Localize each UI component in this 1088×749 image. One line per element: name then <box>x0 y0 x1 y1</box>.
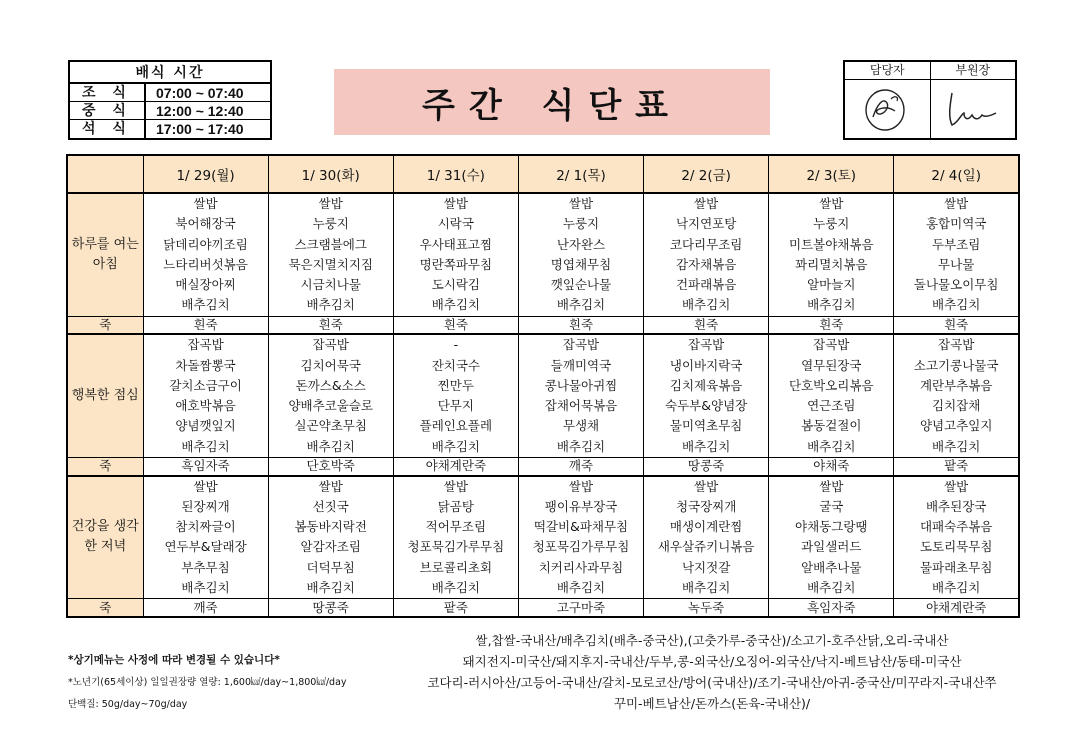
menu-item: 갈치소금구이 <box>169 377 242 393</box>
menu-item: 배추김치 <box>306 438 355 454</box>
serving-time-label: 조 식 <box>70 84 146 101</box>
menu-cell <box>894 334 1019 457</box>
menu-item: 감자채볶음 <box>675 256 737 272</box>
menu-item: 잡곡밥 <box>312 337 349 353</box>
menu-item: 야채동그랑땡 <box>795 519 868 535</box>
porridge-item: 땅콩죽 <box>644 458 769 476</box>
serving-time-value: 17:00 ~ 17:40 <box>156 121 244 137</box>
menu-item: 돌나물오이무침 <box>913 277 999 293</box>
serving-time-value: 12:00 ~ 12:40 <box>156 103 244 119</box>
menu-item: 단호박오리볶음 <box>789 377 874 393</box>
meal-label: 건강을 생각한 저녁 <box>67 476 143 599</box>
menu-item: 봄동겉절이 <box>801 418 862 434</box>
porridge-item: 고구마죽 <box>518 599 643 617</box>
origin-line: 꾸미-베트남산/돈까스(돈육-국내산)/ <box>613 696 811 711</box>
meal-label: 하루를 여는 아침 <box>67 193 143 316</box>
approval-deputy <box>930 62 1016 138</box>
menu-item: 배추김치 <box>431 297 480 313</box>
menu-cell <box>518 476 643 599</box>
menu-item: 닭곰탕 <box>437 498 474 514</box>
menu-item: 배추김치 <box>932 438 981 454</box>
menu-item: 무생채 <box>562 418 600 434</box>
menu-item: 쌀밥 <box>193 196 218 211</box>
menu-item: 누룽지 <box>813 216 850 232</box>
menu-item: 스크램블에그 <box>294 236 367 252</box>
porridge-item: 흰죽 <box>769 316 894 334</box>
menu-item: 누룽지 <box>562 216 600 232</box>
menu-item: 쌀밥 <box>944 478 969 494</box>
menu-cell <box>393 476 518 599</box>
menu-item: 치커리사과무침 <box>538 559 624 575</box>
menu-cell <box>268 334 393 457</box>
menu-item: 참치짜글이 <box>175 519 236 535</box>
day-header: 1/ 29(월) <box>143 155 268 193</box>
porridge-item: 흰죽 <box>268 316 393 334</box>
menu-item: 낙지연포탕 <box>675 216 737 232</box>
porridge-item: 녹두죽 <box>644 599 769 617</box>
menu-item: 브로콜리초회 <box>419 559 493 575</box>
menu-item: 배추김치 <box>181 297 230 313</box>
serving-time-label: 석 식 <box>70 120 146 138</box>
porridge-item: 팥죽 <box>894 458 1019 476</box>
menu-item: 도시락김 <box>431 277 480 293</box>
table-header-row <box>67 155 1019 193</box>
menu-cell <box>268 476 393 599</box>
menu-item: 닭데리야끼조림 <box>163 236 248 252</box>
protein-note: 단백질: 50g/day~70g/day <box>68 699 188 710</box>
menu-cell <box>894 193 1019 316</box>
menu-cell <box>769 476 894 599</box>
menu-item: 코다리무조림 <box>669 236 743 252</box>
menu-cell <box>644 334 769 457</box>
menu-item: 배추김치 <box>807 580 856 596</box>
menu-item: 배추김치 <box>306 580 355 596</box>
menu-item: 선짓국 <box>312 498 349 514</box>
deputy-signature <box>931 80 1016 138</box>
menu-item: 연두부&달래장 <box>164 539 247 555</box>
meal-row-dinner <box>67 476 1019 599</box>
serving-time-title: 배식 시간 <box>70 62 270 84</box>
menu-cell <box>143 476 268 599</box>
origin-line: 쌀,찹쌀-국내산/배추김치(배추-중국산),(고춧가루-중국산)/소고기-호주산닭,오리-국내산 <box>475 633 949 648</box>
porridge-label: 죽 <box>67 316 143 334</box>
menu-item: 알마늘지 <box>807 277 856 293</box>
menu-item: 알배추나물 <box>801 559 862 575</box>
header-corner <box>67 155 143 193</box>
menu-item: 배추김치 <box>807 438 856 454</box>
menu-cell <box>769 193 894 316</box>
menu-item: 돈까스&소스 <box>295 377 366 393</box>
menu-cell <box>894 476 1019 599</box>
menu-item: 쌀밥 <box>694 478 719 494</box>
menu-item: 배추김치 <box>681 297 731 313</box>
page-title: 주간 식단표 <box>421 85 683 126</box>
menu-item: 우사태표고찜 <box>419 236 493 252</box>
menu-item: 쌀밥 <box>944 196 969 211</box>
menu-item: 잡곡밥 <box>187 337 224 353</box>
menu-item: 배추된장국 <box>925 498 987 514</box>
menu-item: 물미역초무침 <box>669 418 743 434</box>
menu-item: 계란부추볶음 <box>919 377 993 393</box>
serving-time-row-lunch <box>70 102 270 120</box>
menu-item: 더덕무침 <box>306 559 355 575</box>
menu-item: 물파래초무침 <box>919 559 993 575</box>
menu-item: 잡곡밥 <box>562 337 600 353</box>
menu-item: 청국장찌개 <box>675 498 737 514</box>
menu-item: 매실장아찌 <box>175 277 236 293</box>
menu-item: 대패숙주볶음 <box>919 519 993 535</box>
menu-item: 도토리묵무침 <box>919 539 993 555</box>
porridge-item: 야채계란죽 <box>894 599 1019 617</box>
menu-item: - <box>453 337 459 353</box>
menu-cell <box>644 193 769 316</box>
porridge-item: 땅콩죽 <box>268 599 393 617</box>
menu-item: 새우살쥬키니볶음 <box>657 539 755 555</box>
day-header: 2/ 1(목) <box>518 155 643 193</box>
menu-item: 두부조림 <box>932 236 981 252</box>
meal-row-lunch <box>67 334 1019 457</box>
menu-item: 쌀밥 <box>694 196 719 211</box>
porridge-row-breakfast <box>67 316 1019 334</box>
menu-item: 청포묵김가루무침 <box>407 539 505 555</box>
menu-item: 홍합미역국 <box>925 216 987 232</box>
meal-label: 행복한 점심 <box>67 334 143 457</box>
menu-item: 청포묵김가루무침 <box>532 539 630 555</box>
menu-item: 김치잡채 <box>932 398 981 414</box>
menu-item: 낙지젓갈 <box>681 559 731 575</box>
day-header: 2/ 4(일) <box>894 155 1019 193</box>
menu-item: 느타리버섯볶음 <box>163 256 248 272</box>
menu-item: 팽이유부장국 <box>544 498 618 514</box>
title-banner <box>334 69 770 135</box>
menu-item: 배추김치 <box>556 580 606 596</box>
weekly-menu-table <box>66 154 1020 618</box>
day-header: 1/ 31(수) <box>393 155 518 193</box>
porridge-item: 흰죽 <box>143 316 268 334</box>
menu-item: 알감자조림 <box>300 539 361 555</box>
menu-item: 매생이계란찜 <box>669 519 743 535</box>
serving-time-row-breakfast <box>70 84 270 102</box>
menu-item: 배추김치 <box>932 580 981 596</box>
serving-time-label: 중 식 <box>70 102 146 119</box>
calorie-note: *노년기(65세이상) 일일권장량 열량: 1,600㎉/day~1,800㎉/day <box>68 677 347 688</box>
approval-manager <box>845 62 930 138</box>
menu-item: 애호박볶음 <box>175 398 236 414</box>
menu-item: 쌀밥 <box>318 196 343 211</box>
menu-item: 봄동바지락전 <box>294 519 367 535</box>
porridge-item: 깨죽 <box>518 458 643 476</box>
menu-cell <box>518 193 643 316</box>
menu-cell <box>518 334 643 457</box>
menu-item: 시락국 <box>437 216 474 232</box>
menu-item: 무나물 <box>938 256 975 272</box>
menu-cell <box>143 334 268 457</box>
menu-item: 들깨미역국 <box>550 357 612 373</box>
serving-time-box <box>68 60 272 140</box>
porridge-item: 흑임자죽 <box>769 599 894 617</box>
menu-cell <box>268 193 393 316</box>
porridge-item: 흰죽 <box>644 316 769 334</box>
day-header: 2/ 2(금) <box>644 155 769 193</box>
approval-manager-label: 담당자 <box>845 62 930 80</box>
menu-item: 배추김치 <box>306 297 355 313</box>
menu-item: 떡갈비&파채무침 <box>533 519 629 535</box>
menu-item: 누룽지 <box>312 216 349 232</box>
menu-item: 꽈리멸치볶음 <box>795 256 868 272</box>
menu-cell <box>143 193 268 316</box>
menu-item: 쌀밥 <box>443 196 468 211</box>
menu-item: 배추김치 <box>556 438 606 454</box>
menu-item: 쌀밥 <box>568 196 594 211</box>
menu-item: 실곤약초무침 <box>294 418 367 434</box>
porridge-item: 흑임자죽 <box>143 458 268 476</box>
porridge-item: 흰죽 <box>393 316 518 334</box>
menu-item: 배추김치 <box>431 580 480 596</box>
porridge-item: 흰죽 <box>518 316 643 334</box>
menu-item: 김치제육볶음 <box>669 377 743 393</box>
meal-row-breakfast <box>67 193 1019 316</box>
menu-item: 과일샐러드 <box>801 539 862 555</box>
menu-item: 시금치나물 <box>300 277 361 293</box>
menu-item: 김치어묵국 <box>300 357 361 373</box>
porridge-label: 죽 <box>67 599 143 617</box>
menu-item: 양념깻잎지 <box>175 418 236 434</box>
manager-signature <box>845 80 930 138</box>
menu-item: 쌀밥 <box>819 478 844 494</box>
menu-cell <box>644 476 769 599</box>
porridge-item: 팥죽 <box>393 599 518 617</box>
menu-item: 잡곡밥 <box>813 337 850 353</box>
menu-item: 된장찌개 <box>181 498 230 514</box>
menu-item: 쌀밥 <box>443 478 468 494</box>
signature-icon <box>938 83 1008 135</box>
menu-item: 소고기콩나물국 <box>913 357 999 373</box>
menu-item: 배추김치 <box>181 438 230 454</box>
menu-item: 숙두부&양념장 <box>665 398 748 414</box>
menu-item: 양배추코울슬로 <box>288 398 373 414</box>
porridge-label: 죽 <box>67 458 143 476</box>
menu-item: 단무지 <box>437 398 474 414</box>
menu-item: 명란쪽파무침 <box>419 256 493 272</box>
menu-item: 잡곡밥 <box>938 337 975 353</box>
menu-item: 난자완스 <box>556 236 606 252</box>
menu-item: 명엽채무침 <box>550 256 612 272</box>
menu-item: 배추김치 <box>932 297 981 313</box>
menu-item: 쌀밥 <box>318 478 343 494</box>
serving-time-row-dinner <box>70 120 270 138</box>
menu-item: 건파래볶음 <box>675 277 737 293</box>
menu-item: 굴국 <box>819 498 844 514</box>
menu-item: 잔치국수 <box>431 357 480 373</box>
menu-item: 북어해장국 <box>175 216 236 232</box>
menu-item: 부추무침 <box>181 559 230 575</box>
change-notice: *상기메뉴는 사정에 따라 변경될 수 있습니다* <box>68 654 280 666</box>
menu-item: 양념고추잎지 <box>919 418 993 434</box>
serving-time-value: 07:00 ~ 07:40 <box>156 85 244 101</box>
menu-item: 배추김치 <box>181 580 230 596</box>
origin-line: 코다리-러시아산/고등어-국내산/갈치-모로코산/방어(국내산)/조기-국내산/아귀-중국산/미꾸라지-국내산쭈 <box>427 675 997 690</box>
menu-cell <box>393 193 518 316</box>
menu-item: 배추김치 <box>681 580 731 596</box>
menu-item: 쌀밥 <box>819 196 844 211</box>
menu-item: 차돌짬뽕국 <box>175 357 236 373</box>
menu-item: 잡채어묵볶음 <box>544 398 618 414</box>
porridge-item: 단호박죽 <box>268 458 393 476</box>
menu-item: 연근조림 <box>807 398 856 414</box>
signature-icon <box>857 83 917 135</box>
menu-item: 냉이바지락국 <box>669 357 743 373</box>
day-header: 2/ 3(토) <box>769 155 894 193</box>
day-header: 1/ 30(화) <box>268 155 393 193</box>
origin-info <box>392 630 1032 714</box>
porridge-row-dinner <box>67 599 1019 617</box>
approval-deputy-label: 부원장 <box>931 62 1016 80</box>
porridge-item: 야채죽 <box>769 458 894 476</box>
origin-line: 돼지전지-미국산/돼지후지-국내산/두부,콩-외국산/오징어-외국산/낙지-베트남산/동태-미국산 <box>462 654 962 669</box>
menu-item: 배추김치 <box>807 297 856 313</box>
porridge-item: 야채계란죽 <box>393 458 518 476</box>
menu-item: 콩나물아귀찜 <box>544 377 618 393</box>
menu-item: 배추김치 <box>556 297 606 313</box>
porridge-item: 깨죽 <box>143 599 268 617</box>
porridge-item: 흰죽 <box>894 316 1019 334</box>
menu-item: 쌀밥 <box>568 478 594 494</box>
menu-cell <box>393 334 518 457</box>
menu-item: 잡곡밥 <box>688 337 725 353</box>
porridge-row-lunch <box>67 458 1019 476</box>
menu-item: 깻잎순나물 <box>550 277 612 293</box>
menu-cell <box>769 334 894 457</box>
menu-item: 묵은지멸치지짐 <box>288 256 373 272</box>
menu-item: 플레인요플레 <box>419 418 493 434</box>
menu-item: 열무된장국 <box>801 357 862 373</box>
menu-item: 배추김치 <box>431 438 480 454</box>
menu-item: 찐만두 <box>437 377 474 393</box>
menu-item: 적어무조림 <box>425 519 487 535</box>
approval-box <box>843 60 1017 140</box>
menu-item: 배추김치 <box>681 438 731 454</box>
menu-item: 쌀밥 <box>193 478 218 494</box>
menu-item: 미트볼야채볶음 <box>789 236 874 252</box>
